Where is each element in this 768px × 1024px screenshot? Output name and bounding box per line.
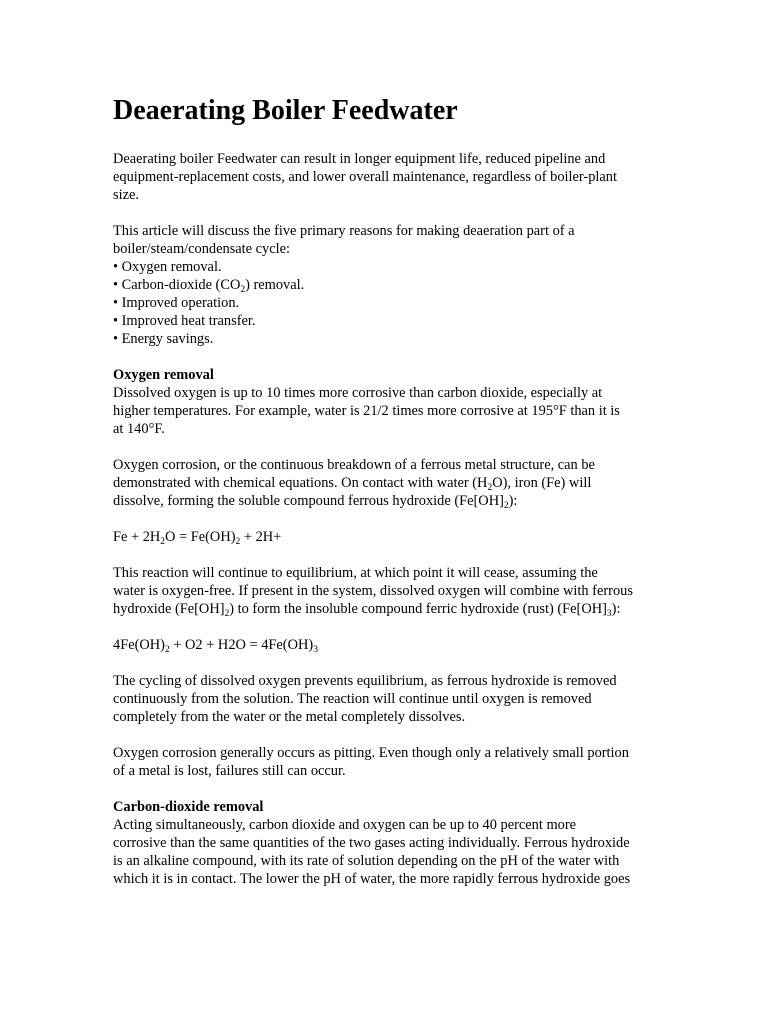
oxygen-section-intro [113,366,633,438]
oxygen-paragraph-4: The cycling of dissolved oxygen prevents equilibrium, as ferrous hydroxide is removed continuously from the solution. The reaction will continue until oxygen is removed completely from the water or the metal completely dissolves. [113,673,617,725]
oxygen-paragraph-5: Oxygen corrosion generally occurs as pitting. Even though only a relatively small portion of a metal is lost, failures still can occur. [113,745,629,779]
oxygen-heading: Oxygen removal [113,367,214,383]
oxygen-paragraph-1: Dissolved oxygen is up to 10 times more corrosive than carbon dioxide, especially at higher temperatures. For example, water is 21/2 times more corrosive at 195°F than it is at 140°F. [113,385,620,437]
reason-energy: • Energy savings. [113,331,214,347]
document-page [113,94,633,906]
equation-2: $4Fe(OH)_2 + O2 + H2O = 4Fe(OH)_3$ [113,637,318,655]
page-title: Deaerating Boiler Feedwater [113,95,458,126]
co2-paragraph-1: Acting simultaneously, carbon dioxide and oxygen can be up to 40 percent more corrosive than the same quantities of the two gases acting individually. Ferrous hydroxide is an alkaline compound, with its rate of solution depending on the pH of the water with which it is in contact. The lower the pH of water, the more rapidly ferrous hydroxide goes [113,817,631,887]
reason-co2: • Carbon-dioxide $(CO_2)$ removal. [113,277,305,295]
reason-oxygen: • Oxygen removal. [113,259,222,275]
equation-1: $Fe + 2H_2O = Fe(OH)_2 + 2H+$ [113,529,282,547]
reason-heat-transfer: • Improved heat transfer. [113,313,256,329]
reasons-intro: This article will discuss the five primary reasons for making deaeration part of a boiler/steam/condensate cycle: [113,223,575,257]
intro-paragraph: Deaerating boiler Feedwater can result in longer equipment life, reduced pipeline and equipment-replacement costs, and lower overall maintenance, regardless of boiler-plant size. [113,151,617,203]
reason-operation: • Improved operation. [113,295,240,311]
co2-heading: Carbon-dioxide removal [113,799,264,815]
co2-section [113,798,633,888]
oxygen-paragraph-2: Oxygen corrosion, or the continuous breakdown of a ferrous metal structure, can be demonstrated with chemical equations. On contact with water $(H_2O)$, iron (Fe) will dissolve, forming the soluble compound ferrous hydroxide $(Fe[OH]_2)$: [113,457,595,511]
oxygen-paragraph-3: This reaction will continue to equilibrium, at which point it will cease, assuming the water is oxygen-free. If present in the system, dissolved oxygen will combine with ferrous hydroxide $(Fe[OH]_2)$ to form the insoluble compound ferric hydroxide (rust) $(Fe[OH]_3)$: [113,565,633,619]
reasons-block [113,222,633,348]
